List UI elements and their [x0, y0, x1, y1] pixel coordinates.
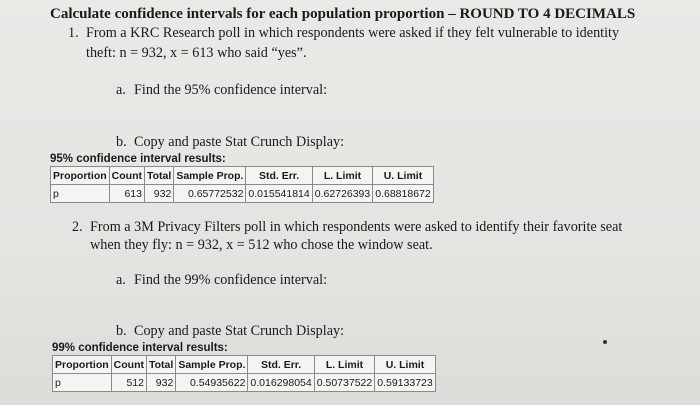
stray-dot: [603, 340, 607, 344]
cell-sample-prop: 0.54935622: [176, 374, 248, 392]
header-u-limit: U. Limit: [375, 356, 435, 374]
question-2-part-a: [116, 272, 327, 289]
results-title-95: 95% confidence interval results:: [50, 153, 226, 165]
part-b-letter: b.: [116, 323, 127, 339]
question-1-part-b: [116, 134, 344, 151]
header-u-limit: U. Limit: [373, 167, 433, 185]
table-row: [51, 185, 434, 203]
cell-total: 932: [145, 185, 174, 203]
question-2-number: 2.: [72, 219, 83, 235]
statcrunch-table-99: [52, 355, 436, 392]
question-1-line-1: From a KRC Research poll in which respondents were asked if they felt vulnerable to identity: [86, 25, 620, 41]
cell-proportion: p: [53, 374, 112, 392]
cell-count: 512: [111, 374, 146, 392]
part-b-text: Copy and paste Stat Crunch Display:: [134, 323, 345, 339]
part-b-letter: b.: [116, 134, 127, 150]
header-total: Total: [147, 356, 176, 374]
part-b-text: Copy and paste Stat Crunch Display:: [134, 134, 345, 150]
question-1-part-a: [116, 82, 327, 99]
header-proportion: Proportion: [53, 356, 112, 374]
question-2-part-b: [116, 323, 344, 340]
header-total: Total: [145, 167, 174, 185]
question-1-line-2: theft: n = 932, x = 613 who said “yes”.: [86, 45, 307, 61]
header-proportion: Proportion: [51, 167, 110, 185]
question-1: [68, 24, 688, 64]
header-std-err: Std. Err.: [246, 167, 312, 185]
table-header-row: [53, 356, 436, 374]
cell-std-err: 0.016298054: [248, 374, 314, 392]
header-count: Count: [109, 167, 144, 185]
cell-std-err: 0.015541814: [246, 185, 312, 203]
cell-u-limit: 0.68818672: [373, 185, 433, 203]
header-sample-prop: Sample Prop.: [176, 356, 248, 374]
table-header-row: [51, 167, 434, 185]
question-2-line-1: From a 3M Privacy Filters poll in which respondents were asked to identify their favorite seat: [90, 219, 623, 235]
part-a-text: Find the 99% confidence interval:: [134, 272, 328, 288]
cell-l-limit: 0.50737522: [314, 374, 374, 392]
question-1-number: 1.: [68, 25, 79, 41]
cell-count: 613: [109, 185, 144, 203]
part-a-letter: a.: [116, 272, 126, 288]
question-2: [72, 218, 692, 258]
cell-l-limit: 0.62726393: [312, 185, 372, 203]
results-title-99: 99% confidence interval results:: [52, 342, 228, 354]
worksheet-heading: Calculate confidence intervals for each population proportion – ROUND TO 4 DECIMALS: [50, 6, 636, 22]
cell-proportion: p: [51, 185, 110, 203]
cell-sample-prop: 0.65772532: [174, 185, 246, 203]
header-count: Count: [111, 356, 146, 374]
statcrunch-table-95: [50, 166, 434, 203]
part-a-text: Find the 95% confidence interval:: [134, 82, 328, 98]
header-std-err: Std. Err.: [248, 356, 314, 374]
header-sample-prop: Sample Prop.: [174, 167, 246, 185]
header-l-limit: L. Limit: [312, 167, 372, 185]
table-row: [53, 374, 436, 392]
question-2-line-2: when they fly: n = 932, x = 512 who chose the window seat.: [90, 237, 433, 253]
cell-u-limit: 0.59133723: [375, 374, 435, 392]
header-l-limit: L. Limit: [314, 356, 374, 374]
cell-total: 932: [147, 374, 176, 392]
part-a-letter: a.: [116, 82, 126, 98]
